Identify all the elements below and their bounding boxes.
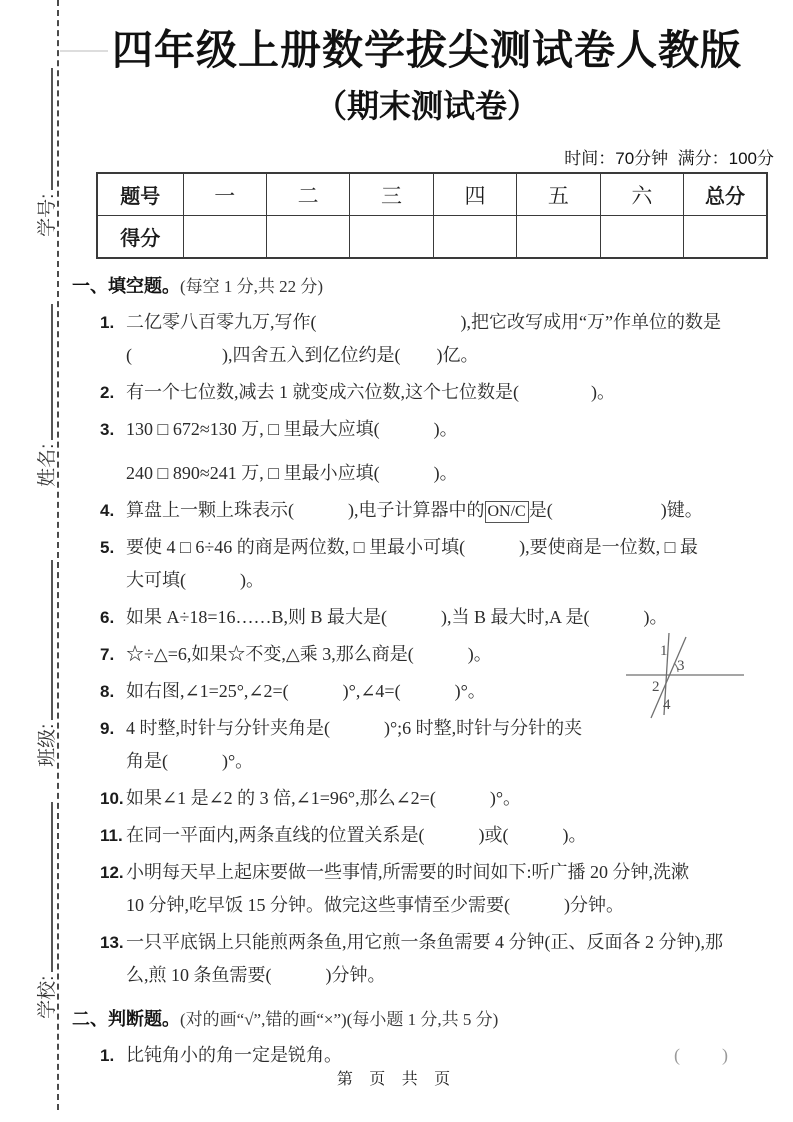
time-score-meta: 时间：70分钟 满分：100分 [564, 149, 774, 168]
class-blank-line [36, 560, 53, 720]
score-cell [684, 216, 767, 259]
col-section-5: 五 [517, 173, 600, 216]
question-text: 是( )键。 [528, 500, 703, 520]
question-number: 8. [100, 682, 115, 701]
score-row-label: 得分 [97, 216, 183, 259]
page-footer: 第 页 共 页 [336, 1071, 457, 1088]
question-text: 如果 A÷18=16……B,则 B 最大是( ),当 B 最大时,A 是( )。 [126, 607, 668, 627]
col-question-number: 题号 [97, 173, 183, 216]
school-blank-line [36, 802, 53, 972]
section-1-note: (每空 1 分,共 22 分) [180, 277, 324, 296]
question-1 [100, 306, 782, 372]
col-section-2: 二 [266, 173, 349, 216]
question-4 [100, 494, 782, 527]
student-id-blank-line [36, 68, 53, 190]
col-section-4: 四 [433, 173, 516, 216]
angle-diagram [622, 615, 752, 733]
score-cell [183, 216, 266, 259]
col-section-3: 三 [350, 173, 433, 216]
question-text: 比钝角小的角一定是锐角。 [126, 1045, 342, 1065]
section-1-title: 一、填空题。 [72, 276, 180, 296]
question-3 [100, 413, 782, 490]
question-5 [100, 531, 782, 597]
question-text: 240 □ 890≈241 万, □ 里最小应填( )。 [126, 463, 458, 483]
school-field [12, 802, 58, 1040]
score-cell [266, 216, 349, 259]
question-number: 1. [100, 313, 115, 332]
class-label: 班级: [37, 723, 58, 767]
question-number: 13. [100, 933, 124, 952]
question-text: 大可填( )。 [126, 570, 264, 590]
question-text: 如果∠1 是∠2 的 3 倍,∠1=96°,那么∠2=( )°。 [126, 788, 522, 808]
paper-subtitle: （期末测试卷） [314, 88, 539, 124]
paper-content [72, 0, 782, 1076]
angle-label-2: 2 [652, 679, 660, 695]
question-text: 130 □ 672≈130 万, □ 里最大应填( )。 [126, 419, 458, 439]
question-number: 10. [100, 789, 124, 808]
score-cell [433, 216, 516, 259]
question-text: 小明每天早上起床要做一些事情,所需要的时间如下:听广播 20 分钟,洗漱 [126, 862, 689, 882]
student-name-blank-line [36, 304, 53, 440]
question-number: 4. [100, 501, 115, 520]
question-text: 一只平底锅上只能煎两条鱼,用它煎一条鱼需要 4 分钟(正、反面各 2 分钟),那 [126, 932, 723, 952]
paper-title: 四年级上册数学拔尖测试卷人教版 [112, 27, 742, 73]
school-label: 学校: [37, 975, 58, 1019]
score-table [96, 172, 768, 259]
student-id-label: 学号: [37, 193, 58, 237]
col-section-6: 六 [600, 173, 683, 216]
calculator-onc-key: ON/C [485, 501, 529, 523]
question-text: 有一个七位数,减去 1 就变成六位数,这个七位数是( )。 [126, 382, 615, 402]
class-field [12, 560, 58, 788]
question-number: 12. [100, 863, 124, 882]
question-number: 7. [100, 645, 115, 664]
question-text: 如右图,∠1=25°,∠2=( )°,∠4=( )°。 [126, 681, 486, 701]
student-name-label: 姓名: [37, 443, 58, 487]
student-id-field [12, 72, 58, 258]
question-number: 9. [100, 719, 115, 738]
col-total: 总分 [684, 173, 767, 216]
question-text: 在同一平面内,两条直线的位置关系是( )或( )。 [126, 825, 587, 845]
angle-label-4: 4 [663, 697, 671, 713]
question-13 [100, 926, 782, 992]
question-number: 2. [100, 383, 115, 402]
question-11 [100, 819, 782, 852]
question-text: 么,煎 10 条鱼需要( )分钟。 [126, 965, 386, 985]
question-text: 算盘上一颗上珠表示( ),电子计算器中的 [126, 500, 485, 520]
question-10 [100, 782, 782, 815]
answer-parentheses: ( ) [674, 1045, 730, 1065]
section-2-header [72, 1005, 782, 1031]
section-1-header [72, 272, 782, 298]
score-cell [600, 216, 683, 259]
question-text: ☆÷△=6,如果☆不变,△乘 3,那么商是( )。 [126, 644, 492, 664]
section-2-note: (对的画“√”,错的画“×”)(每小题 1 分,共 5 分) [180, 1010, 499, 1029]
question-text: 4 时整,时针与分针夹角是( )°;6 时整,时针与分针的夹 [126, 718, 583, 738]
section-2-title: 二、判断题。 [72, 1009, 180, 1029]
question-number: 11. [100, 826, 123, 845]
score-table-header-row [97, 173, 767, 216]
question-number: 6. [100, 608, 115, 627]
question-number: 1. [100, 1046, 115, 1065]
angle-label-3: 3 [677, 658, 685, 674]
question-12 [100, 856, 782, 922]
question-number: 3. [100, 420, 115, 439]
question-number: 5. [100, 538, 115, 557]
question-text: 角是( )°。 [126, 751, 254, 771]
question-text: 10 分钟,吃早饭 15 分钟。做完这些事情至少需要( )分钟。 [126, 895, 624, 915]
question-text: 二亿零八百零九万,写作( ),把它改写成用“万”作单位的数是 [126, 312, 721, 332]
question-2 [100, 376, 782, 409]
col-section-1: 一 [183, 173, 266, 216]
score-cell [517, 216, 600, 259]
question-text: ( ),四舍五入到亿位约是( )亿。 [126, 345, 479, 365]
angle-label-1: 1 [660, 643, 668, 659]
question-text: 要使 4 □ 6÷46 的商是两位数, □ 里最小可填( ),要使商是一位数, □ 最 [126, 537, 698, 557]
score-cell [350, 216, 433, 259]
student-name-field [12, 308, 58, 508]
score-table-score-row [97, 216, 767, 259]
